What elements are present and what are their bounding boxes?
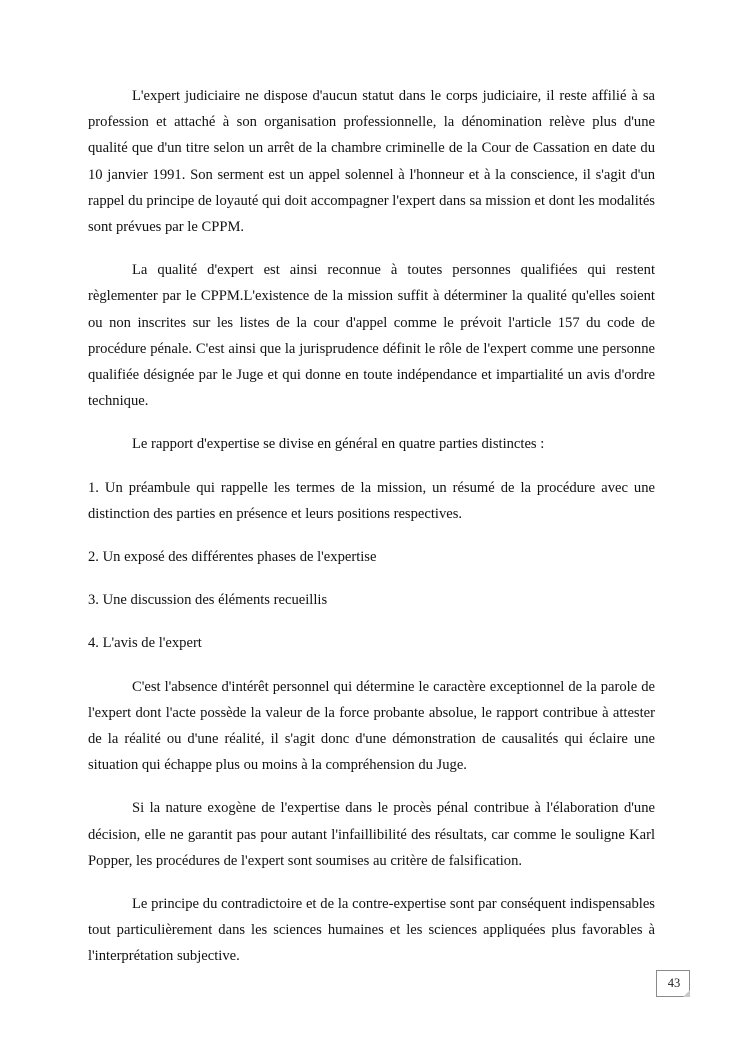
page-number-box [656, 970, 690, 997]
paragraph-expert-quality: La qualité d'expert est ainsi reconnue à toutes personnes qualifiées qui restent règlementer par le CPPM.L'existence de la mission suffit à déterminer la qualité qu'elles soient ou non inscrites sur les listes de la cour d'appel comme le prévoit l'article 157 du code de procédure pénale. C'est ainsi que la jurisprudence définit le rôle de l'expert comme une personne qualifiée désignée par le Juge et qui donne en toute indépendance et impartialité un avis d'ordre technique. [88, 262, 655, 410]
list-item-opinion: 4. L'avis de l'expert [88, 635, 202, 652]
list-item-preamble: 1. Un préambule qui rappelle les termes de la mission, un résumé de la procédure avec une distinction des parties en présence et leurs positions respectives. [88, 479, 655, 522]
paragraph-report-parts-intro: Le rapport d'expertise se divise en général en quatre parties distinctes : [132, 436, 545, 453]
paragraph-contradictory-principle: Le principe du contradictoire et de la contre-expertise sont par conséquent indispensables tout particulièrement dans les sciences humaines et les sciences appliquées plus favorables à l'interprétation subjective. [88, 896, 655, 965]
paragraph-expert-status: L'expert judiciaire ne dispose d'aucun statut dans le corps judiciaire, il reste affilié à sa profession et attaché à son organisation professionnelle, la dénomination relève plus d'une qualité que d'un titre selon un arrêt de la chambre criminelle de la Cour de Cassation en date du 10 janvier 1991. Son serment est un appel solennel à l'honneur et à la conscience, il s'agit d'un rappel du principe de loyauté qui doit accompagner l'expert dans sa mission et dont les modalités sont prévues par le CPPM. [88, 88, 655, 236]
page-number: 43 [667, 976, 681, 990]
paragraph-personal-interest: C'est l'absence d'intérêt personnel qui détermine le caractère exceptionnel de la parole de l'expert dont l'acte possède la valeur de la force probante absolue, le rapport contribue à attester de la réalité ou d'une réalité, il s'agit donc d'une démonstration de causalités qui éclaire une situation qui échappe plus ou moins à la compréhension du Juge. [88, 678, 655, 774]
paragraph-exogenous-nature: Si la nature exogène de l'expertise dans le procès pénal contribue à l'élaboration d'une décision, elle ne garantit pas pour autant l'infaillibilité des résultats, car comme le souligne Karl Popper, les procédures de l'expert sont soumises au critère de falsification. [88, 800, 655, 869]
list-item-phases: 2. Un exposé des différentes phases de l'expertise [88, 549, 377, 566]
list-item-discussion: 3. Une discussion des éléments recueillis [88, 592, 328, 609]
document-body [88, 83, 655, 987]
